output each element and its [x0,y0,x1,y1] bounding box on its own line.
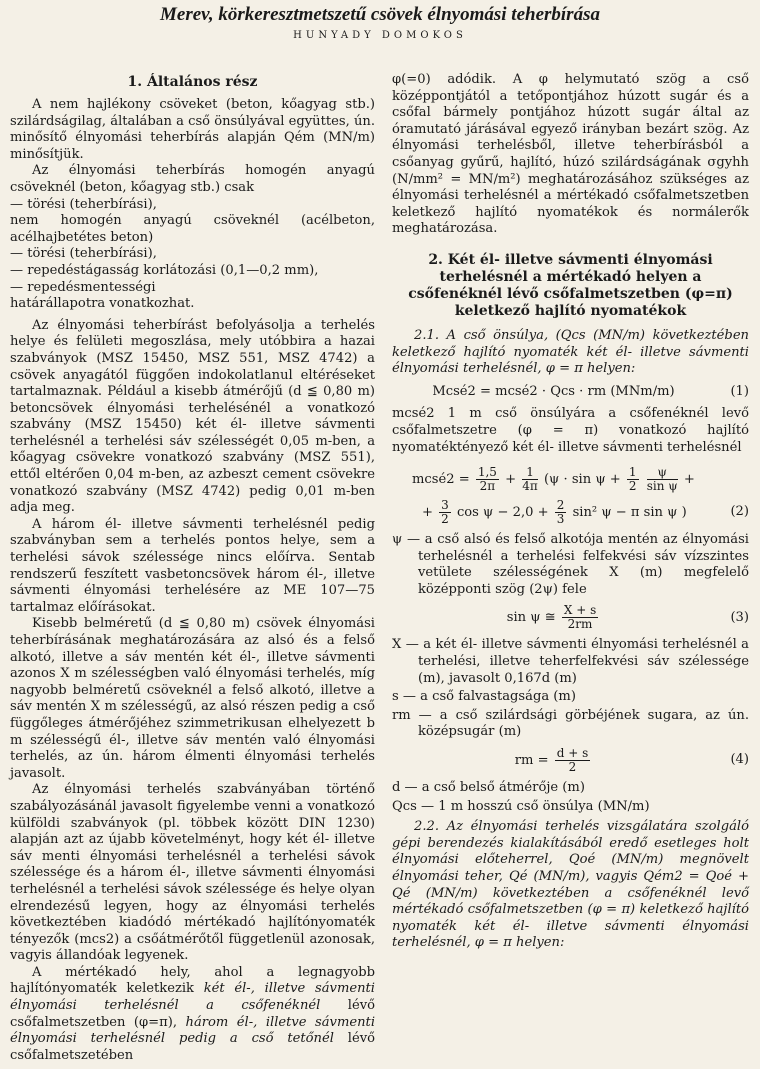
definition: ψ — a cső alsó és felső alkotója mentén az élnyomási terhelésnél a terhelési felfekvési sáv vízszintes vetülete szélességének X (m) megfelelő középponti szög (2ψ) fele [392,532,749,597]
numerator: 3 [441,498,449,513]
numerator: 1 [522,466,538,480]
equation-number: (3) [730,609,749,625]
denominator: sin ψ [646,479,678,494]
paragraph: Az élnyomási terhelés szabványában történő szabályozásánál javasolt figyelembe venni a vonatkozó külföldi szabványok (pl. többek között DIN 1230) alapján azt az újabb követelményt, hogy két él- illetve sáv menti élnyomási terhelésnél a terhelési sávok szélessége és a három él-, illetve sávmenti élnyomási terhelésnél a terhelési sávok szélessége és helye olyan elrendezésű legyen, hogy az élnyomási terhelés következtében kiadódó mértékadó hajlítónyomaték tényezők (mcs2) a csőátmérőtől függetlenül azonosak, vagyis állandóak legyenek. [10,782,375,964]
numerator: 1 [628,465,637,480]
equation-2 [392,466,749,493]
equation-body [392,604,715,631]
equation-2-continued [392,499,749,526]
fraction [555,747,591,774]
left-column [10,74,375,1064]
equation-term: rm = [514,753,549,769]
equation-body: + $\frac{3}{2}$ cos ψ − 2,0 + $\frac{2}{3}$ sin² ψ − π sin ψ ) [422,498,687,527]
paragraph: Az élnyomási teherbírást befolyásolja a terhelés helye és felületi megoszlása, mely utóbbira a hazai szabványok (MSZ 15450, MSZ 551, MSZ 4742) a csövek anyagától függően indokolatlanul eltéréseket tartalmaznak. Például a kisebb átmérőjű (d ≦ 0,80 m) betoncsövek élnyomási terhelésénél a vonatkozó szabvány (MSZ 15450) két él- illetve sávmenti terhelésnél a terhelési sáv szélességét 0,05 m-ben, a kőagyag csövekre vonatkozó szabvány (MSZ 551), ettől eltérően 0,04 m-ben, az azbeszt cement csövekre vonatkozó szabvány (MSZ 4742) pedig 0,01 m-ben adja meg. [10,317,375,516]
paragraph: A három él- illetve sávmenti terhelésnél pedig szabványban sem a terhelés pontos helye, sem a terhelési sávok szélessége nincs előírva. Sentab rendszerű feszített vasbetoncsövek három él-, illetve sávmenti élnyomási terhelésére az ME 107—75 tartalmaz előírásokat. [10,516,375,615]
definition: rm — a cső szilárdsági görbéjének sugara, az ún. középsugár (m) [392,707,749,740]
list-item: — repedéstágasság korlátozási (0,1—0,2 mm), [10,262,319,278]
list-item: — törési (teherbírási), [10,246,157,262]
fraction [522,466,538,493]
definition: s — a cső falvastagsága (m) [392,689,576,705]
equation-body: mcsé2 = $\frac{1,5}{2\pi}$ + $\frac{1}{4\pi}$ (ψ · sin ψ + $\frac{1}{2}$ $\frac{\psi}{\text{sin ψ}}$ + [412,465,695,494]
fraction [555,499,567,526]
paragraph: határállapotra vonatkozhat. [10,296,195,312]
equation-body: Mcsé2 = mcsé2 · Qcs · rm (MNm/m) [432,383,675,399]
fraction [647,466,678,493]
section-1-heading: 1. Általános rész [127,74,258,90]
fraction [476,466,499,493]
paragraph: 2.2. Az élnyomási terhelés vizsgálatára szolgáló gépi berendezés kialakításából eredő esetleges holt élnyomási előteherrel, Qoé (MN/m) megnövelt élnyomási teher, Qé (MN/m), vagyis Qém2 = Qoé + Qé (MN/m) következtében a csőfenéknél levő mértékadó csőfalmetszetben (φ = π) keletkező hajlító nyomaték két él- illetve sávmenti élnyomási terhelésnél, φ = π helyen: [392,819,749,951]
paragraph: A nem hajlékony csöveket (beton, kőagyag stb.) szilárdságilag, általában a cső önsúlyával együttes, ún. minősítő élnyomási teherbírás alapján Qém (MN/m) minősítjük. [10,97,375,162]
denominator: 4π [522,479,538,494]
denominator: 3 [556,512,565,527]
right-column [392,72,749,952]
equation-term: mcsé2 = [412,472,470,488]
equation-term: sin ψ ≅ [506,610,556,626]
paragraph: Az élnyomási teherbírás homogén anyagú csöveknél (beton, kőagyag stb.) csak [10,163,375,195]
definition: Qcs — 1 m hosszú cső önsúlya (MN/m) [392,798,650,814]
definition: X — a két él- illetve sávmenti élnyomási terhelésnél a terhelési, illetve teherfelfekvési sáv szélessége (m), javasolt 0,167d (m) [392,637,749,686]
italic-run: két él-, illetve sávmenti élnyomási terhelésnél a csőfenéknél [10,981,375,1014]
list-item: — törési (teherbírási), [10,196,157,212]
denominator: 2rm [567,617,593,632]
equation-number: (2) [730,504,749,520]
fraction [627,466,639,493]
equation-term: cos ψ − 2,0 + [456,505,549,521]
text-run: lévő csőfalmetszetében [10,1031,375,1063]
author: HUNYADY DOMOKOS [293,30,467,41]
paragraph: nem homogén anyagú csöveknél (acélbeton, acélhajbetétes beton) [10,213,375,245]
denominator: 2π [479,479,496,494]
numerator: ψ [647,466,678,480]
paragraph: Kisebb belméretű (d ≦ 0,80 m) csövek élnyomási teherbírásának meghatározására az alsó és a felső alkotó, illetve a sáv mentén két él-, illetve sávmenti azonos X m szélességben való élnyomási terhelés, míg nagyobb belméretű csöveknél a felső alkotó, illetve a sáv mentén X m szélességű, az alsó részen pedig a cső függőleges átmérőjéhez szimmetrikusan elhelyezett b m szélességű él-, illetve sáv mentén való élnyomási terhelés, az ún. három élmenti élnyomási terhelés javasolt. [10,616,375,781]
denominator: 2 [568,760,577,775]
equation-term: (ψ · sin ψ + [543,472,621,488]
equation-number: (1) [730,383,749,399]
fraction [562,604,598,631]
list-item: — repedésmentességi [10,279,156,295]
equation-term: + [683,472,695,488]
numerator: d + s [556,746,589,761]
text-run: lévő csőfalmetszetben (φ=π), [10,998,375,1030]
numerator: 1,5 [477,465,497,480]
numerator: X + s [563,603,597,618]
numerator: 2 [556,498,565,513]
equation-number: (4) [730,752,749,768]
fraction [439,499,451,526]
text-run: A mértékadó hely, ahol a legnagyobb hajlítónyomaték keletkezik [10,964,375,997]
equation-1 [392,384,749,401]
section-2-heading: 2. Két él- illetve sávmenti élnyomási terhelésnél a mértékadó helyen a csőfenéknél lévő csőfalmetszetben (φ=π) keletkező hajlító nyomatékok [408,251,733,319]
equation-term: sin² ψ − π sin ψ ) [572,505,687,521]
italic-run: három él-, illetve sávmenti élnyomási terhelésnél pedig a cső tetőnél [10,1014,376,1047]
denominator: 2 [628,479,637,494]
equation-4 [392,747,749,774]
paragraph: mcsé2 1 m cső önsúlyára a csőfenéknél levő csőfalmetszetre (φ = π) vonatkozó hajlító nyomatéktényező két él- illetve sávmenti terhelésnél [392,406,749,455]
equation-body [392,747,715,774]
equation-3 [392,604,749,631]
paragraph [10,965,375,1065]
definition: d — a cső belső átmérője (m) [392,780,585,796]
paragraph: 2.1. A cső önsúlya, (Qcs (MN/m) következtében keletkező hajlító nyomaték két él- illetve sávmenti élnyomási terhelésnél, φ = π helyen: [392,327,749,377]
denominator: 2 [441,512,449,527]
paragraph: φ(=0) adódik. A φ helymutató szög a cső középpontjától a tetőpontjához húzott sugár és a csőfal bármely pontjához húzott sugár által az óramutató járásával egyező irányban bezárt szög. Az élnyomási terhelésből, illetve teherbírásból a csőanyag gyűrű, hajlító, húzó szilárdságának σgyhh (N/mm² = MN/m²) meghatározásához szükséges az élnyomási terhelésnél a mértékadó csőfalmetszetben keletkező hajlító nyomatékok és normálerők meghatározása. [392,72,749,237]
page-title: Merev, körkeresztmetszetű csövek élnyomási teherbírása [160,4,600,25]
